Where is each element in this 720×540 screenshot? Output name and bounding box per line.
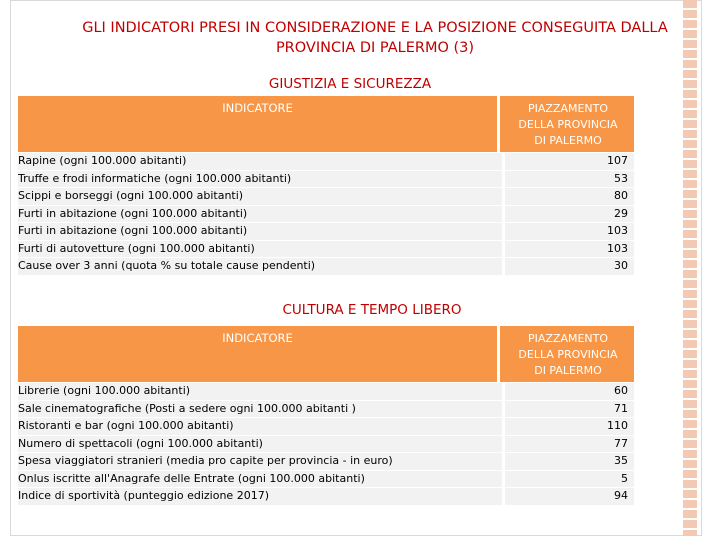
table-row <box>18 418 634 436</box>
decorative-stripe <box>683 0 697 536</box>
table-row <box>18 241 634 259</box>
table-header <box>18 96 634 153</box>
rank-cell: 30 <box>614 259 628 272</box>
section-title-giustizia: GIUSTIZIA E SICUREZZA <box>268 76 432 92</box>
indicator-cell: Ristoranti e bar (ogni 100.000 abitanti) <box>18 419 234 432</box>
title-line-1: GLI INDICATORI PRESI IN CONSIDERAZIONE E LA POSIZIONE CONSEGUITA DALLA <box>82 20 668 36</box>
section-title-cultura: CULTURA E TEMPO LIBERO <box>282 302 462 318</box>
indicator-cell: Numero di spettacoli (ogni 100.000 abitanti) <box>18 436 263 450</box>
table-header <box>18 326 634 383</box>
rank-cell: 53 <box>614 171 628 185</box>
rank-cell: 110 <box>607 419 628 432</box>
header-rank-line: PIAZZAMENTO <box>527 332 609 345</box>
rank-cell: 103 <box>607 241 628 255</box>
header-rank <box>506 326 630 387</box>
table-row <box>18 383 634 401</box>
table-row <box>18 223 634 241</box>
rank-cell: 94 <box>614 489 628 502</box>
rank-cell: 77 <box>614 436 628 450</box>
table-row <box>18 153 634 171</box>
header-rank-line: PIAZZAMENTO <box>527 102 609 115</box>
rank-cell: 60 <box>614 384 628 397</box>
rank-cell: 103 <box>607 224 628 237</box>
rank-cell: 80 <box>614 189 628 202</box>
header-rank-line: DELLA PROVINCIA <box>518 118 618 131</box>
page-title <box>60 18 690 58</box>
table-row <box>18 206 634 224</box>
indicator-cell: Furti in abitazione (ogni 100.000 abitanti) <box>18 206 248 220</box>
indicator-cell: Scippi e borseggi (ogni 100.000 abitanti) <box>18 189 244 202</box>
table-row <box>18 471 634 489</box>
header-indicator: INDICATORE <box>18 96 500 152</box>
header-rank-line: DI PALERMO <box>534 364 602 377</box>
table-row <box>18 188 634 206</box>
indicator-cell: Furti di autovetture (ogni 100.000 abitanti) <box>18 241 255 255</box>
table-row <box>18 453 634 471</box>
table-row <box>18 436 634 454</box>
rank-cell: 71 <box>614 401 628 415</box>
indicator-cell: Cause over 3 anni (quota % su totale cause pendenti) <box>18 259 316 272</box>
indicator-cell: Rapine (ogni 100.000 abitanti) <box>18 154 187 167</box>
table-cultura <box>18 326 634 506</box>
indicator-cell: Onlus iscritte all'Anagrafe delle Entrate (ogni 100.000 abitanti) <box>18 471 365 485</box>
rank-cell: 29 <box>614 206 628 220</box>
indicator-cell: Indice di sportività (punteggio edizione 2017) <box>18 489 269 502</box>
indicator-cell: Furti in abitazione (ogni 100.000 abitanti) <box>18 224 248 237</box>
table-giustizia <box>18 96 634 276</box>
rank-cell: 35 <box>614 454 628 467</box>
indicator-cell: Spesa viaggiatori stranieri (media pro capite per provincia - in euro) <box>18 454 393 467</box>
title-line-2: PROVINCIA DI PALERMO (3) <box>275 40 475 56</box>
indicator-cell: Librerie (ogni 100.000 abitanti) <box>18 384 191 397</box>
rank-cell: 5 <box>621 471 628 485</box>
rank-cell: 107 <box>607 154 628 167</box>
header-rank-line: DI PALERMO <box>534 134 602 147</box>
table-row <box>18 258 634 276</box>
indicator-cell: Sale cinematografiche (Posti a sedere ogni 100.000 abitanti ) <box>18 401 356 415</box>
indicator-cell: Truffe e frodi informatiche (ogni 100.000 abitanti) <box>18 171 292 185</box>
table-row <box>18 401 634 419</box>
table-row <box>18 488 634 506</box>
header-indicator: INDICATORE <box>18 326 500 382</box>
header-rank <box>506 96 630 157</box>
table-row <box>18 171 634 189</box>
header-rank-line: DELLA PROVINCIA <box>518 348 618 361</box>
